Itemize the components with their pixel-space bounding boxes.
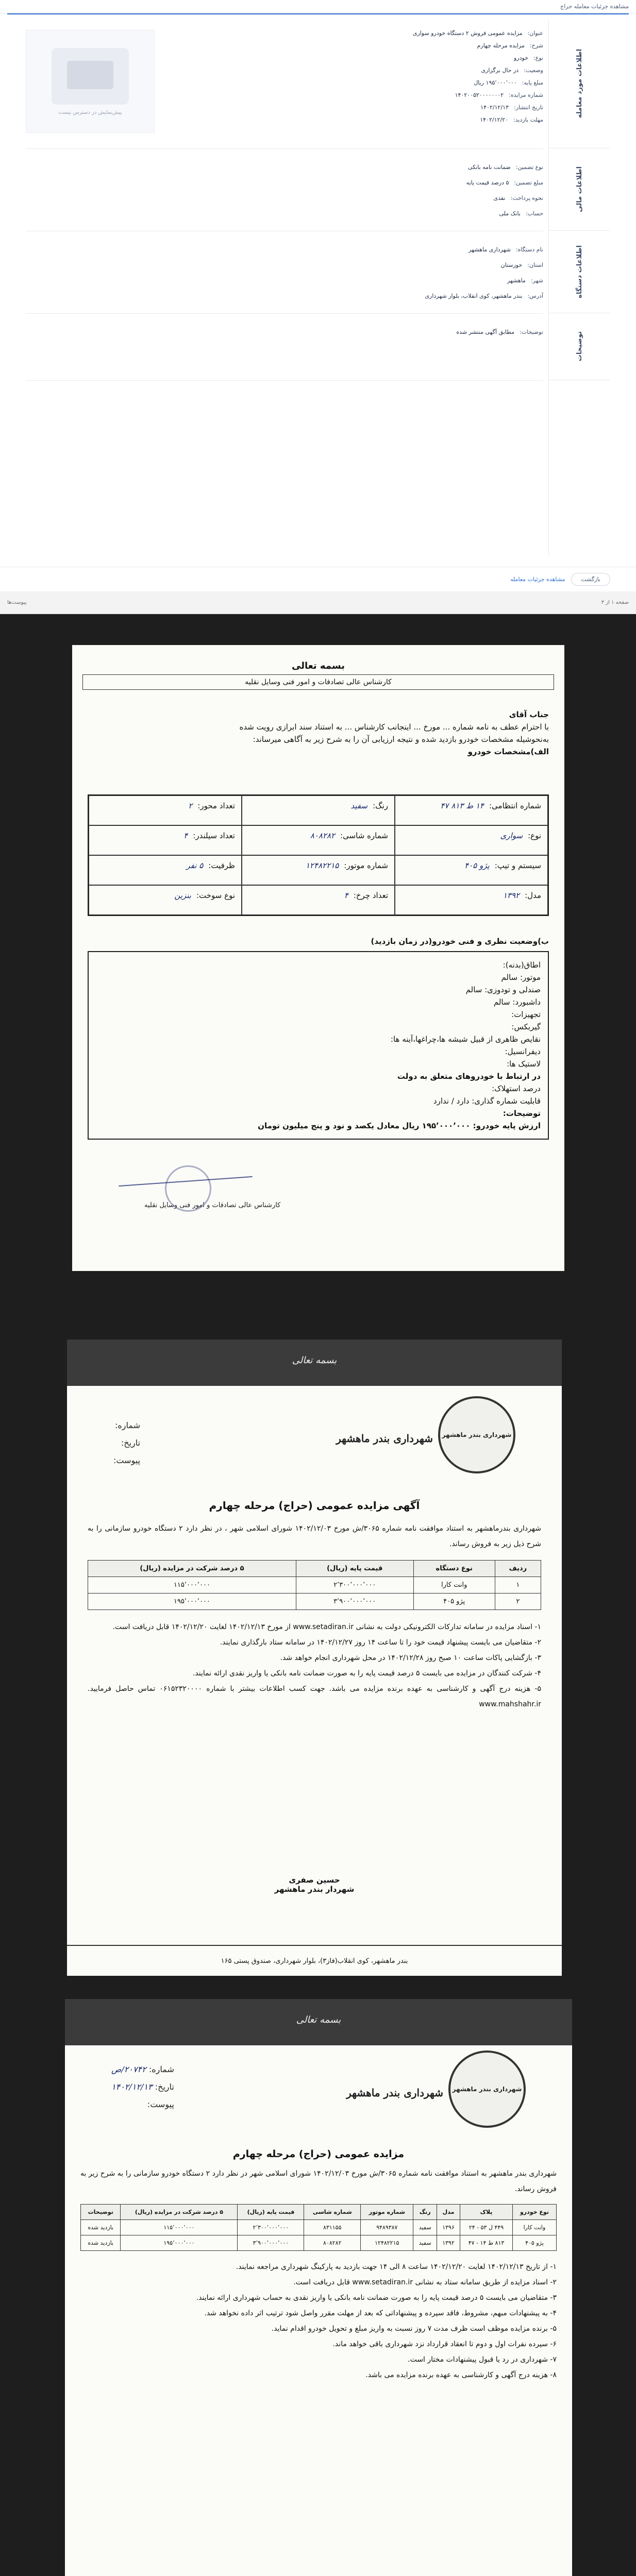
table-cell: پژو ۴۰۵ — [512, 2235, 556, 2251]
table-cell: ۹۴۸۹۳۸۷ — [361, 2220, 413, 2235]
municipality-emblem — [438, 1396, 515, 1473]
tab-label: اطلاعات مورد معامله — [575, 49, 583, 118]
technical-condition — [88, 934, 549, 1140]
table-row — [81, 2220, 557, 2235]
row-label: شهر: — [530, 277, 543, 284]
row-value: بانک ملی — [499, 210, 521, 217]
row-value: ۱۹۵٬۰۰۰٬۰۰۰ ریال — [474, 79, 517, 86]
section-tabs — [548, 20, 610, 555]
tech-line: موتور: سالم — [501, 973, 541, 982]
table-cell: ۳٬۹۰۰٬۰۰۰٬۰۰۰ — [238, 2235, 304, 2251]
spec-cell — [395, 825, 548, 855]
spec-value: پژو ۴۰۵ — [464, 861, 490, 870]
notice-intro: شهرداری بندرماهشهر به استناد موافقت نامه شماره ۳۰۶۵/ش مورخ ۱۴۰۲/۱۲/۰۳ شورای اسلامی شهر ، در نظر دارد ۲ دستگاه خودرو سازمانی را به شرح ذیل زیر به فروش رساند. — [88, 1524, 541, 1548]
row-value: مطابق آگهی منتشر شده — [456, 329, 515, 335]
condition-item: ۳- متقاضیان می بایست ۵ درصد قیمت پایه را به صورت ضمانت نامه بانکی یا واریز نقدی به حساب شهرداری ارائه نمایند. — [196, 2294, 557, 2302]
gov-vehicle-line: در ارتباط با خودروهای متعلق به دولت — [397, 1072, 541, 1081]
letter-reference-block — [111, 2061, 174, 2113]
addressee: جناب آقای — [509, 710, 549, 719]
spec-label: رنگ: — [373, 801, 388, 810]
table-cell: ۱۹۵٬۰۰۰٬۰۰۰ — [88, 1594, 296, 1610]
auction-notice-document — [67, 1340, 562, 1976]
table-header: شماره موتور — [361, 2205, 413, 2220]
table-header: ردیف — [495, 1561, 541, 1577]
condition-item: ۵- برنده مزایده موظف است ظرف مدت ۷ روز نسبت به واریز مبلغ و تحویل خودرو اقدام نماید. — [271, 2325, 557, 2333]
letter-footer — [67, 1945, 562, 1976]
table-cell: سفید — [413, 2220, 437, 2235]
table-cell: ۱۳۹۶ — [437, 2220, 460, 2235]
detail-row — [499, 210, 543, 217]
table-header: مدل — [437, 2205, 460, 2220]
detail-row — [474, 79, 543, 86]
spec-value: ۴ — [183, 831, 188, 840]
auction-detail-document — [65, 1999, 572, 2576]
notice-conditions — [88, 1619, 541, 1712]
detail-row — [493, 195, 543, 201]
tab-description[interactable] — [548, 313, 610, 380]
table-row — [88, 1594, 541, 1610]
table-cell: ۸۱۳ ط ۱۴ - ۴۷ — [460, 2235, 513, 2251]
table-cell: وانت کارا — [413, 1577, 495, 1594]
condition-item: ۴- شرکت کنندگان در مزایده می بایست ۵ درصد قیمت پایه را به صورت ضمانت نامه بانکی یا واریز نقدی ارائه نمایند. — [192, 1669, 541, 1677]
condition-item: ۶- سپرده نفرات اول و دوم تا انعقاد قرارداد نزد شهرداری باقی خواهد ماند. — [332, 2340, 557, 2348]
detail-row — [481, 67, 543, 74]
table-cell: ۲ — [495, 1594, 541, 1610]
detail-row — [456, 329, 543, 335]
date-label: تاریخ: — [155, 2082, 174, 2092]
row-label: مبلغ پایه: — [522, 79, 543, 86]
row-value: بندر ماهشهر، کوی انقلاب، بلوار شهرداری — [425, 293, 523, 299]
spec-value: بنزین — [174, 891, 191, 900]
attachment-label: پیوست: — [113, 1455, 141, 1465]
tech-line: لاستیک ها: — [507, 1059, 541, 1069]
table-cell: ۲٬۳۰۰٬۰۰۰٬۰۰۰ — [296, 1577, 413, 1594]
table-cell: ۱۱۵٬۰۰۰٬۰۰۰ — [121, 2220, 238, 2235]
signer-name: حسین صفری — [289, 1875, 340, 1885]
row-label: مهلت بازدید: — [513, 116, 543, 123]
detail-row — [507, 277, 543, 284]
spec-label: تعداد محور: — [197, 801, 235, 810]
spec-cell — [89, 825, 242, 855]
appraisal-intro — [88, 707, 549, 759]
date-row — [111, 2078, 174, 2096]
section-a-heading: الف)مشخصات خودرو — [467, 747, 549, 756]
spec-label: مدل: — [525, 891, 541, 900]
table-row — [88, 1577, 541, 1594]
tab-label: توضیحات — [575, 331, 583, 362]
spec-label: ظرفیت: — [208, 861, 235, 870]
detail-title: مزایده عمومی (حراج) مرحله چهارم — [232, 2148, 405, 2160]
condition-item: ۲- اسناد مزایده از طریق سامانه ستاد به نشانی www.setadiran.ir قابل دریافت است. — [293, 2278, 557, 2286]
municipality-name: شهرداری بندر ماهشهر — [336, 1432, 433, 1445]
table-cell: ۱۹۵٬۰۰۰٬۰۰۰ — [121, 2235, 238, 2251]
row-value: مزایده مرحله چهارم — [477, 42, 525, 49]
item-image-placeholder — [26, 30, 155, 133]
spec-cell — [242, 825, 395, 855]
table-header: شماره شاسی — [304, 2205, 361, 2220]
panel-footer — [0, 567, 636, 591]
spec-label: سیستم و تیپ: — [494, 861, 541, 870]
detail-conditions — [80, 2259, 557, 2383]
letter-reference-block — [113, 1417, 140, 1469]
spec-cell — [89, 885, 242, 915]
row-label: شماره مزایده: — [509, 92, 543, 98]
handwritten-date: ۱۴۰۲/۱۲/۱۳ — [111, 2082, 153, 2092]
table-header: نوع دستگاه — [413, 1561, 495, 1577]
table-header: پلاک — [460, 2205, 513, 2220]
tech-line: نقایص ظاهری از قبیل شیشه ها،چراغها،آینه ها: — [390, 1035, 541, 1044]
row-label: استان: — [527, 262, 543, 268]
detail-row — [413, 30, 543, 37]
table-header: توضیحات — [81, 2205, 121, 2220]
spec-label: نوع: — [528, 831, 541, 840]
condition-item: ۱- اسناد مزایده در سامانه تدارکات الکترونیکی دولت به نشانی www.setadiran.ir از مورخ ۱۴۰۲/۱۲/۱۳ لغایت ۱۴۰۲/۱۲/۲۰ قابل دریافت است. — [112, 1623, 541, 1631]
spec-value: ۵ نفر — [186, 861, 204, 870]
return-button[interactable]: بازگشت — [571, 573, 610, 586]
appraisal-document — [72, 645, 564, 1271]
emblem-text: شهرداری بندر ماهشهر — [452, 2086, 522, 2093]
notes-label: توضیحات: — [503, 1109, 541, 1118]
vehicle-price-table — [88, 1560, 541, 1610]
tab-label: اطلاعات مالی — [575, 166, 583, 212]
table-cell: ۱۲۴۸۲۲۱۵ — [361, 2235, 413, 2251]
table-cell: ۸۳۱۱۵۵ — [304, 2220, 361, 2235]
bismillah: بسمه تعالی — [296, 2014, 341, 2025]
appraisal-header — [82, 660, 554, 690]
spec-value: ۴ — [344, 891, 348, 900]
spec-value: ۲ — [188, 801, 193, 810]
tab-financial-info[interactable] — [548, 148, 610, 231]
spec-label: تعداد سیلندر: — [193, 831, 235, 840]
vehicle-detail-table — [80, 2204, 557, 2251]
panel-title: مشاهده جزئیات معامله حراج — [560, 3, 629, 10]
row-label: حساب: — [525, 210, 543, 217]
page-indicator: صفحه ۱ از ۳ — [601, 600, 629, 605]
spec-cell — [242, 885, 395, 915]
tech-line: گیربکس: — [511, 1022, 541, 1031]
table-header: قیمت پایه (ریال) — [238, 2205, 304, 2220]
tech-line: تجهیزات: — [511, 1010, 541, 1019]
tech-line: صندلی و تودوزی: سالم — [465, 985, 541, 994]
number-label: شماره: — [148, 2064, 174, 2074]
table-cell: بازدید شده — [81, 2220, 121, 2235]
intro-line: با احترام عطف به نامه شماره ... مورخ ... اینجانب کارشناس ... به استناد سند ابرازی رویت شده — [239, 722, 549, 732]
spec-label: شماره موتور: — [344, 861, 388, 870]
table-cell: ۸۰۸۲۸۲ — [304, 2235, 361, 2251]
condition-item: ۵- هزینه درج آگهی و کارشناسی به عهده برنده مزایده می باشد. جهت کسب اطلاعات بیشتر با شماره ۰۶۱۵۲۳۲۰۰۰۰ تماس حاصل فرمایید. www.mahshahr.ir — [88, 1685, 541, 1708]
spec-value: سواری — [500, 831, 523, 840]
municipality-name: شهرداری بندر ماهشهر — [346, 2087, 443, 2099]
number-row — [111, 2061, 174, 2078]
panel-header — [0, 0, 636, 13]
spec-value: ۸۰۸۲۸۲ — [310, 831, 336, 840]
tab-item-info[interactable] — [548, 20, 610, 148]
spec-cell — [242, 795, 395, 825]
condition-item: ۸- هزینه درج آگهی و کارشناسی به عهده برنده مزایده می باشد. — [365, 2371, 557, 2379]
spec-label: نوع سوخت: — [196, 891, 235, 900]
letterhead-banner — [67, 1340, 562, 1386]
detail-body — [80, 2148, 557, 2383]
notice-body — [88, 1499, 541, 1712]
table-cell: بازدید شده — [81, 2235, 121, 2251]
row-label: نوع: — [533, 55, 543, 61]
handwritten-number: ۲۰۷۴۲/ص — [111, 2064, 146, 2074]
table-cell: ۱۱۵٬۰۰۰٬۰۰۰ — [88, 1577, 296, 1594]
row-value: شهرداری ماهشهر — [468, 246, 511, 253]
table-cell: پژو ۴۰۵ — [413, 1594, 495, 1610]
row-value: ۱۴۰۲۰۰۵۲۰۰۰۰۰۰۰۲ — [455, 92, 504, 98]
vehicle-spec-grid — [88, 794, 549, 916]
row-value: ۱۴۰۲/۱۲/۱۳ — [480, 104, 509, 111]
row-label: نحوه پرداخت: — [510, 195, 543, 201]
row-label: شرح: — [529, 42, 543, 49]
detail-card — [26, 20, 610, 566]
appraiser-stamp — [165, 1165, 211, 1212]
table-cell: وانت کارا — [512, 2220, 556, 2235]
letterhead-banner — [65, 1999, 572, 2045]
detail-row — [480, 116, 543, 123]
table-cell: ۱ — [495, 1577, 541, 1594]
mayor-signature-block — [67, 1875, 562, 1894]
detail-row — [468, 246, 543, 253]
table-header: نوع خودرو — [512, 2205, 556, 2220]
detail-row — [501, 262, 544, 268]
row-label: نام دستگاه: — [515, 246, 543, 253]
intro-line-2: به‌نحوشیله مشخصات خودرو بازدید شده و نتیجه ارزیابی آن را به شرح زیر به آگاهی میرساند: — [253, 735, 549, 744]
spec-label: شماره شاسی: — [340, 831, 388, 840]
row-label: وضعیت: — [524, 67, 543, 74]
tech-line: داشبورد: سالم — [493, 997, 541, 1007]
document-title: بسمه تعالی — [292, 660, 345, 671]
table-header: ۵ درصد شرکت در مزایده (ریال) — [88, 1561, 296, 1577]
attachment-label: پیوست: — [147, 2099, 174, 2109]
row-label: نوع تضمین: — [515, 164, 543, 171]
spec-label: تعداد چرخ: — [353, 891, 388, 900]
date-label: تاریخ: — [121, 1438, 141, 1448]
table-cell: ۳٬۹۰۰٬۰۰۰٬۰۰۰ — [296, 1594, 413, 1610]
table-cell: ۲٬۳۰۰٬۰۰۰٬۰۰۰ — [238, 2220, 304, 2235]
detail-row — [514, 55, 543, 61]
condition-item: ۴- به پیشنهادات مبهم، مشروط، فاقد سپرده و پیشنهاداتی که بعد از مهلت مقرر واصل شود ترتیب اثر داده نخواهد شد. — [204, 2309, 557, 2317]
row-value: نقدی — [493, 195, 506, 201]
spec-value: ۱۳۹۲ — [503, 891, 520, 900]
row-value: مزایده عمومی فروش ۲ دستگاه خودرو سواری — [412, 30, 523, 37]
spec-cell — [395, 795, 548, 825]
spec-label: شماره انتظامی: — [489, 801, 541, 810]
spec-cell — [395, 855, 548, 885]
detail-intro: شهرداری بندر ماهشهر به استناد موافقت نامه شماره ۳۰۶۵/ش مورخ ۱۴۰۲/۱۲/۰۳ شورای اسلامی شهر در نظر دارد ۲ دستگاه خودرو سازمانی را به شرح زیر به فروش رساند. — [80, 2170, 557, 2193]
row-label: توضیحات: — [520, 329, 543, 335]
attachments-label: پیوست‌ها — [7, 600, 27, 605]
row-label: آدرس: — [527, 293, 543, 299]
image-placeholder-caption: پیش‌نمایش در دسترس نیست — [58, 109, 122, 115]
appraiser-banner: کارشناس عالی تصادفات و امور فنی وسایل نقلیه — [82, 674, 554, 690]
detail-row — [425, 293, 543, 299]
municipality-emblem — [448, 2050, 526, 2128]
plate-eligibility-line: قابلیت شماره گذاری: دارد / ندارد — [433, 1096, 541, 1106]
tech-line: اطاق(بدنه): — [503, 960, 541, 970]
spec-value: ۱۴ ط ۸۱۳ ۴۷ — [440, 801, 484, 810]
accent-divider — [7, 13, 629, 14]
tech-line: دیفرانسیل: — [505, 1047, 541, 1056]
section-b-heading: ب)وضعیت نظری و فنی خودرو(در زمان بازدید) — [371, 937, 549, 946]
depreciation-line: درصد استهلاک: — [492, 1084, 541, 1093]
image-placeholder-icon — [52, 48, 129, 105]
footer-address: بندر ماهشهر، کوی انقلاب(فاز۳)، بلوار شهرداری، صندوق پستی ۱۶۵ — [221, 1957, 408, 1965]
row-label: عنوان: — [527, 30, 543, 37]
detail-row — [468, 164, 543, 171]
row-value: ۱۴۰۲/۱۲/۲۰ — [480, 116, 508, 123]
spec-cell — [89, 795, 242, 825]
detail-row — [480, 104, 543, 111]
spec-value: سفید — [350, 801, 368, 810]
view-details-link[interactable]: مشاهده جزئیات معامله — [510, 576, 565, 583]
bismillah: بسمه تعالی — [292, 1355, 337, 1366]
signer-title: شهردار بندر ماهشهر — [274, 1885, 355, 1894]
table-header: قیمت پایه (ریال) — [296, 1561, 413, 1577]
spec-cell — [395, 885, 548, 915]
section-divider — [26, 148, 543, 149]
condition-item: ۱- از تاریخ ۱۴۰۲/۱۲/۱۳ لغایت ۱۴۰۲/۱۲/۲۰ ساعت ۸ الی ۱۴ جهت بازدید به پارکینگ شهرداری مراجعه نمایند. — [236, 2263, 557, 2271]
base-value-line: ارزش پایه خودرو: ۱۹۵٬۰۰۰٬۰۰۰ ریال معادل یکصد و نود و پنج میلیون تومان — [258, 1121, 541, 1130]
table-cell: ۴۴۹ ل ۵۳ - ۲۴ — [460, 2220, 513, 2235]
section-divider — [26, 313, 543, 314]
spec-cell — [242, 855, 395, 885]
row-value: ۵ درصد قیمت پایه — [466, 179, 509, 186]
section-divider — [26, 380, 543, 381]
table-cell: سفید — [413, 2235, 437, 2251]
row-value: ضمانت نامه بانکی — [468, 164, 511, 171]
row-label: مبلغ تضمین: — [514, 179, 543, 186]
attachment-viewer-bar — [0, 591, 636, 614]
table-header: ۵ درصد شرکت در مزایده (ریال) — [121, 2205, 238, 2220]
spec-cell — [89, 855, 242, 885]
tab-organization-info[interactable] — [548, 231, 610, 313]
table-header: رنگ — [413, 2205, 437, 2220]
table-row — [81, 2235, 557, 2251]
appraiser-signature-caption: کارشناس عالی تصادفات و امور فنی وسایل نقلیه — [144, 1201, 281, 1209]
row-value: خودرو — [513, 55, 528, 61]
spec-value: ۱۲۴۸۲۲۱۵ — [305, 861, 339, 870]
emblem-text: شهرداری بندر ماهشهر — [442, 1431, 512, 1438]
tab-label: اطلاعات دستگاه — [575, 245, 583, 298]
row-value: ماهشهر — [507, 277, 526, 284]
detail-row — [455, 92, 543, 98]
condition-item: ۲- متقاضیان می بایست پیشنهاد قیمت خود را تا ساعت ۱۴ روز ۱۴۰۲/۱۲/۲۷ در سامانه ستاد بارگذاری نمایند. — [220, 1638, 541, 1647]
notice-title: آگهی مزایده عمومی (حراج) مرحله چهارم — [209, 1499, 420, 1512]
auction-detail-panel — [0, 0, 636, 591]
technical-box — [88, 951, 549, 1140]
row-value: خوزستان — [500, 262, 523, 268]
table-cell: ۱۳۹۲ — [437, 2235, 460, 2251]
condition-item: ۳- بازگشایی پاکات ساعت ۱۰ صبح روز ۱۴۰۲/۱۲/۲۸ در محل شهرداری انجام خواهد شد. — [280, 1654, 541, 1662]
detail-row — [466, 179, 543, 186]
row-value: در حال برگزاری — [481, 67, 519, 74]
condition-item: ۷- شهرداری در رد یا قبول پیشنهادات مختار است. — [408, 2355, 557, 2364]
detail-row — [477, 42, 543, 49]
number-label: شماره: — [115, 1420, 141, 1430]
row-label: تاریخ انتشار: — [513, 104, 543, 111]
